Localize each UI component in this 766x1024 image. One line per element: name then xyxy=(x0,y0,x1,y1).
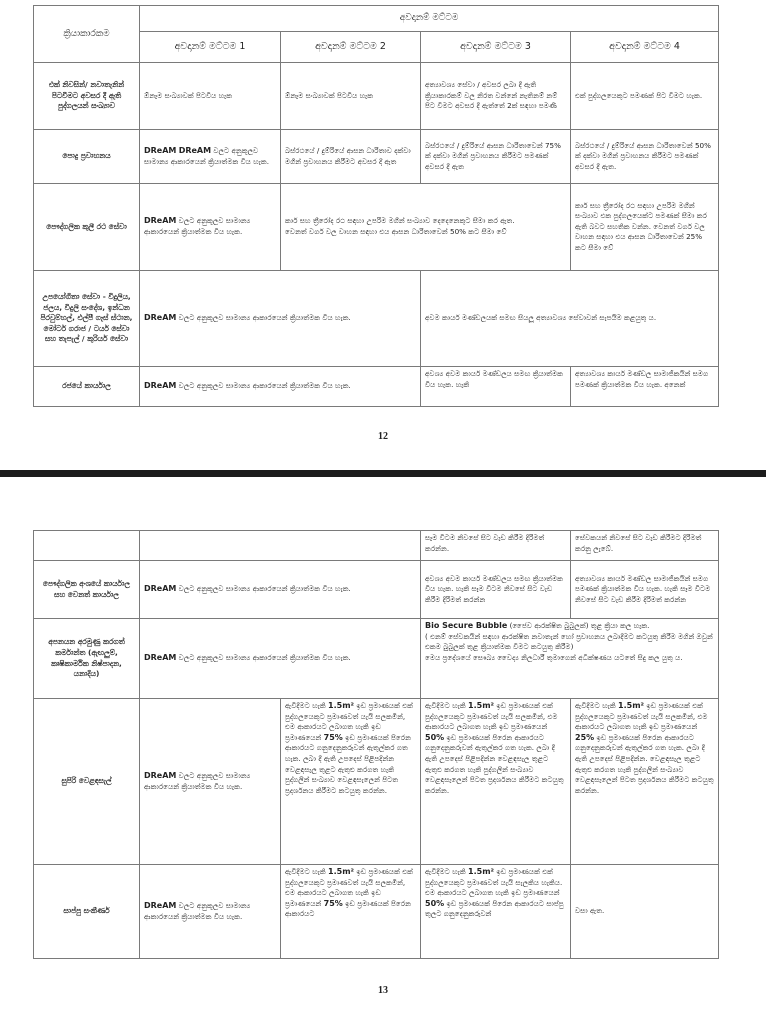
activity-cell: සාප්පු සංකීර්ණ xyxy=(34,865,140,959)
table-row xyxy=(34,271,719,367)
dream-label: DReAM xyxy=(144,313,177,323)
level-3-cell: අවශ්‍ය අවම කාර්ය මණ්ඩලය සමඟ ක්‍රියාත්මක විය හැක. හැකි xyxy=(421,367,571,407)
risk-level-1-header: අවදානම් මට්ටම 1 xyxy=(140,32,281,63)
capacity-percent: 50% xyxy=(425,898,445,908)
activity-cell: පොදු ප්‍රවාහනය xyxy=(34,130,140,184)
area-value: 1.5m² xyxy=(328,867,355,876)
table-row xyxy=(34,619,719,699)
level-2-cell: බස්රථයේ / දුම්රියේ ආසන ධාරිතාව දක්වා මගීන් ප්‍රවාහනය කිරීමට අවසර දී ඇත xyxy=(281,130,421,184)
level-1-cell: DReAM වලට අනුකූලව සාමාන්‍ය ආකාරයෙන් ක්‍රියාත්මක විය හැක. xyxy=(140,699,281,865)
level-3-cell: සෑම විටම නිවසේ සිට වැඩ කිරීම දිරිමත් කරන්න. xyxy=(421,531,571,561)
table-row xyxy=(34,561,719,619)
table-row xyxy=(34,865,719,959)
table-row xyxy=(34,184,719,271)
level-2-3-line-2: වෙනත් වර්ග වල වාහන සඳහා එය ආසන ධාරිතාවෙන් 50% කට සීමා වේ xyxy=(285,227,507,236)
capacity-percent: 50% xyxy=(425,732,445,742)
table-row xyxy=(34,531,719,561)
area-value: 1.5m² xyxy=(468,867,495,876)
level-3-cell: අවශ්‍ය අවම කාර්ය මණ්ඩලය සමඟ ක්‍රියාත්මක විය හැක. හැකි සෑම විටම නිවසේ සිට වැඩ කිරීම දිරිමත් කරන්න xyxy=(421,561,571,619)
level-1-cell: ඕනෑම සංඛ්‍යාවක් පිටවිය හැක xyxy=(140,63,281,130)
activity-cell: පෞද්ගලික අංශයේ කාර්යාල සහ වෙනත් කාර්යාල xyxy=(34,561,140,619)
bio-secure-bubble-label: Bio Secure Bubble xyxy=(425,621,508,630)
level-4-cell: අත්‍යාවශ්‍ය කාර්ය මණ්ඩල සාමාජිකයින් සමග පමණක් ක්‍රියාත්මක විය හැක. හැකි සෑම විටම නිවසේ සිට වැඩ කිරීම දිරිමත් කරන්න xyxy=(571,561,719,619)
risk-level-3-header: අවදානම් මට්ටම 3 xyxy=(421,32,571,63)
bio-bubble-line-2: ( එනම් සේවකයින් සඳහා ආරක්ෂිත නවාතැන් හෝ ප්‍රවාහනය ලබාදීමට කටයුතු කිරීම මගින් ඔවුන් එකම බුබුලක් තුළ ක්‍රියාත්මක වීමට කටයුතු කිරීම) xyxy=(425,631,713,652)
level-3-cell: අත්‍යාවශ්‍ය සේවා / අවසර ලබා දී ඇති ක්‍රියාකාරකම් වල නිරත වන්නේ නැතිනම් නම් පිට වීමට අවසර දී ඇත්තේ 2ක් සඳහා පමණි xyxy=(421,63,571,130)
level-1-2-cell: DReAM වලට අනුකූලව සාමාන්‍ය ආකාරයෙන් ක්‍රියාත්මක විය හැක. xyxy=(140,561,421,619)
level-2-3-line-1: කාර් සහ ත්‍රීරෝද රථ සඳහා උපරිම මගීන් සංඛ්‍යාව දෙදෙනෙකුට සීමා කර ඇත. xyxy=(285,216,515,226)
activity-cell: අපනයන අරමුණු කරගත් කර්මාන්ත (ඇඟලුම්, කෘෂිකාර්මික නිෂ්පාදන, යනාදිය) xyxy=(34,619,140,699)
activity-cell: සුපිරි වෙළඳසැල් xyxy=(34,699,140,865)
level-2-cell: ඇවිදීමට හැකි 1.5m² ඉඩ ප්‍රමාණයක් එක් පුද්ගලයෙකුට ප්‍රමාණවත් යැයි සලකමින්, එම ආකාරයට ලබාගත හැකි ඉඩ ප්‍රමාණයෙන් 75% ඉඩ ප්‍රමාණයක් පිරෙන ආකාරයට ගනුදෙනුකරුවන් ඇතුල්කර ගත හැක. ලබා දී ඇති උපදෙස් පිළිපදින්න වෙළඳසැල තුළට ඇතුළු කරගත හැකි පුද්ගලින් සංඛ්‍යාව වෙළඳසැලෙන් පිටත ප්‍රදර්ශනය කිරීමට කටයුතු කරන්න. xyxy=(281,699,421,865)
level-1-2-cell xyxy=(140,531,421,561)
level-1-text: DReAM වලට අනුකූලව සාමාන්‍ය ආකාරයෙන් ක්‍රියාත්මක විය හැක. xyxy=(144,145,270,166)
risk-level-2-header: අවදානම් මට්ටම 2 xyxy=(281,32,421,63)
level-4-cell: එක් පුද්ගලයෙකුට පමණක් පිට වීමට හැක. xyxy=(571,63,719,130)
capacity-percent: 75% xyxy=(323,898,343,908)
bio-bubble-line-3: මෙය ප්‍රදේශයේ සෞඛ්‍ය වෛද්‍ය නිලධාරී තුමාගෙන් අධීක්ෂණය යටතේ සිදු කල යුතු ය. xyxy=(425,652,683,662)
activity-cell: එක් නිවසින්/ නවාතැනින් පිටවීමට අවසර දී ඇති පුද්ගලයන් සංඛ්‍යාව xyxy=(34,63,140,130)
page-number: 13 xyxy=(378,985,388,996)
document-page-12 xyxy=(0,0,766,470)
level-1-2-cell: DReAM වලට අනුකූලව සාමාන්‍ය ආකාරයෙන් ක්‍රියාත්මක විය හැක. xyxy=(140,619,421,699)
level-1-cell xyxy=(140,130,281,184)
level-4-cell: ඇවිදීමට හැකි 1.5m² ඉඩ ප්‍රමාණයක් එක් පුද්ගලයෙකුට ප්‍රමාණවත් යැයි සලකමින්, එම ආකාරයට ලබාගත හැකි ඉඩ ප්‍රමාණයෙන් 25% ඉඩ ප්‍රමාණයක් පිරෙන ආකාරයට ගනුදෙනුකරුවන් ඇතුල්කර ගත හැක. ලබා දී ඇති උපදෙස් පිළිපදින්න. වෙළඳසැල තුළට ඇතුළු කරගත හැකි පුද්ගලින් සංඛ්‍යාව වෙළඳසැලෙන් පිටත ප්‍රදර්ශනය කිරීමට කටයුතු කරන්න. xyxy=(571,699,719,865)
risk-level-4-header: අවදානම් මට්ටම 4 xyxy=(571,32,719,63)
level-3-cell: ඇවිදීමට හැකි 1.5m² ඉඩ ප්‍රමාණයක් එක් පුද්ගලයෙකුට ප්‍රමාණවත් යැයි සලකමින්, එම ආකාරයට ලබාගත හැකි ඉඩ ප්‍රමාණයෙන් 50% ඉඩ ප්‍රමාණයක් පිරෙන ආකාරයට ගනුදෙනුකරුවන් ඇතුල්කර ගත හැක. ලබා දී ඇති උපදෙස් පිළිපදින්න වෙළඳසැල තුළට ඇතුළු කරගත හැකි පුද්ගලින් සංඛ්‍යාව වෙළඳසැලෙන් පිටත ප්‍රදර්ශනය කිරීමට කටයුතු කරන්න. xyxy=(421,699,571,865)
level-3-cell: බස්රථයේ / දුම්රියේ ආසන ධාරිතාවෙන් 75% ක් දක්වා මගීන් ප්‍රවාහනය කිරීමට පමණක් අවසර දී ඇත xyxy=(421,130,571,184)
activity-cell: පෞද්ගලික කුලී රථ සේවා xyxy=(34,184,140,271)
dream-label: DReAM xyxy=(144,653,177,663)
level-1-cell: DReAM වලට අනුකූලව සාමාන්‍ය ආකාරයෙන් ක්‍රියාත්මක විය හැක. xyxy=(140,865,281,959)
level-3-cell: ඇවිදීමට හැකි 1.5m² ඉඩ ප්‍රමාණයක් එක් පුද්ගලයෙකුට ප්‍රමාණවත් යැයි සැලකිය හැකිය. එම ආකාරයට ලබාගත හැකි ඉඩ ප්‍රමාණයෙන් 50% ඉඩ ප්‍රමාණයක් පිරෙන ආකාරයට සාප්පු තුලට ගනුදෙනුකරුවන් xyxy=(421,865,571,959)
dream-label: DReAM xyxy=(144,216,177,226)
level-3-4-cell: අවම කාර්ය මණ්ඩලයක් සමඟ සියලූ අත්‍යාවශ්‍ය සේවාවන් සැපයීම කළයුතු ය. xyxy=(421,271,719,367)
area-value: 1.5m² xyxy=(468,701,495,710)
risk-level-table-part-2 xyxy=(33,530,719,959)
level-1-cell: DReAM වලට අනුකූලව සාමාන්‍ය ආකාරයෙන් ක්‍රියාත්මක විය හැක. xyxy=(140,184,281,271)
dream-label: DReAM xyxy=(144,900,177,910)
level-2-3-cell xyxy=(281,184,571,271)
level-3-4-cell xyxy=(421,619,719,699)
level-2-cell: ඕනෑම සංඛ්‍යාවක් පිටවිය හැක xyxy=(281,63,421,130)
page-number: 12 xyxy=(378,431,388,442)
document-page-13 xyxy=(0,477,766,1024)
dream-label: DReAM xyxy=(144,584,177,594)
area-value: 1.5m² xyxy=(618,701,645,710)
level-4-cell: කාර් සහ ත්‍රීරෝද රථ සඳහා උපරිම මගීන් සංඛ්‍යාව එක පුද්ගලයෙක්ට පමණක් සීමා කර ඇති බවට සහතික වන්න. වෙනත් වර්ග වල වාහන සඳහා එය ආසන ධාරිතාවෙන් 25% කට සීමා වේ xyxy=(571,184,719,271)
level-4-cell: වසා ඇත. xyxy=(571,865,719,959)
table-row xyxy=(34,63,719,130)
level-4-cell: සේවකයන් නිවසේ සිට වැඩ කිරීමට දිරිමත් කරනු ලැබේ. xyxy=(571,531,719,561)
dream-label: DReAM xyxy=(144,145,177,155)
table-row xyxy=(34,367,719,407)
level-1-2-cell: DReAM වලට අනුකූලව සාමාන්‍ය ආකාරයෙන් ක්‍රියාත්මක විය හැක. xyxy=(140,367,421,407)
dream-label: DReAM xyxy=(144,381,177,391)
risk-level-header: අවදානම් මට්ටම xyxy=(140,6,719,32)
bio-bubble-line-1: Bio Secure Bubble (ජෛව ආරක්ෂිත බුබුලක්) තුළ ක්‍රියා කල හැක. xyxy=(425,621,650,630)
level-4-cell: බස්රථයේ / දුම්රියේ ආසන ධාරිතාවෙන් 50% ක් දක්වා මගීන් ප්‍රවාහනය කිරීමට පමණක් අවසර දී ඇත. xyxy=(571,130,719,184)
area-value: 1.5m² xyxy=(328,701,355,710)
dream-label: DReAM xyxy=(178,145,212,155)
page-divider xyxy=(0,470,766,477)
activity-cell: උපයෝගිතා සේවා - විදුලිය, ජලය, විදුලි සංදේශ, ඉන්ධන පිරවුම්හල්, එල්පී ගෑස් ස්ථාන, මෝටර් ගරාජ / ටයර් සේවා සහ තැපැල් / කුරියර් සේවා xyxy=(34,271,140,367)
level-4-cell: අත්‍යාවශ්‍ය කාර්ය මණ්ඩල සාමාජිකයින් සමග පමණක් ක්‍රියාත්මක විය හැක. අනෙක් xyxy=(571,367,719,407)
level-2-cell: ඇවිදීමට හැකි 1.5m² ඉඩ ප්‍රමාණයක් එක් පුද්ගලයෙකුට ප්‍රමාණවත් යැයි සලකමින්, එම ආකාරයට ලබාගත හැකි ඉඩ ප්‍රමාණයෙන් 75% ඉඩ ප්‍රමාණයක් පිරෙන ආකාරයට xyxy=(281,865,421,959)
dream-label: DReAM xyxy=(144,770,177,780)
risk-level-table-part-1 xyxy=(33,5,719,407)
activity-cell xyxy=(34,531,140,561)
activity-cell: රජයේ කාර්යාල xyxy=(34,367,140,407)
capacity-percent: 25% xyxy=(575,732,595,742)
level-1-2-cell: DReAM වලට අනුකූලව සාමාන්‍ය ආකාරයෙන් ක්‍රියාත්මක විය හැක. xyxy=(140,271,421,367)
activity-column-header: ක්‍රියාකාරකම xyxy=(34,6,140,63)
table-row xyxy=(34,130,719,184)
capacity-percent: 75% xyxy=(323,732,343,742)
table-row xyxy=(34,699,719,865)
